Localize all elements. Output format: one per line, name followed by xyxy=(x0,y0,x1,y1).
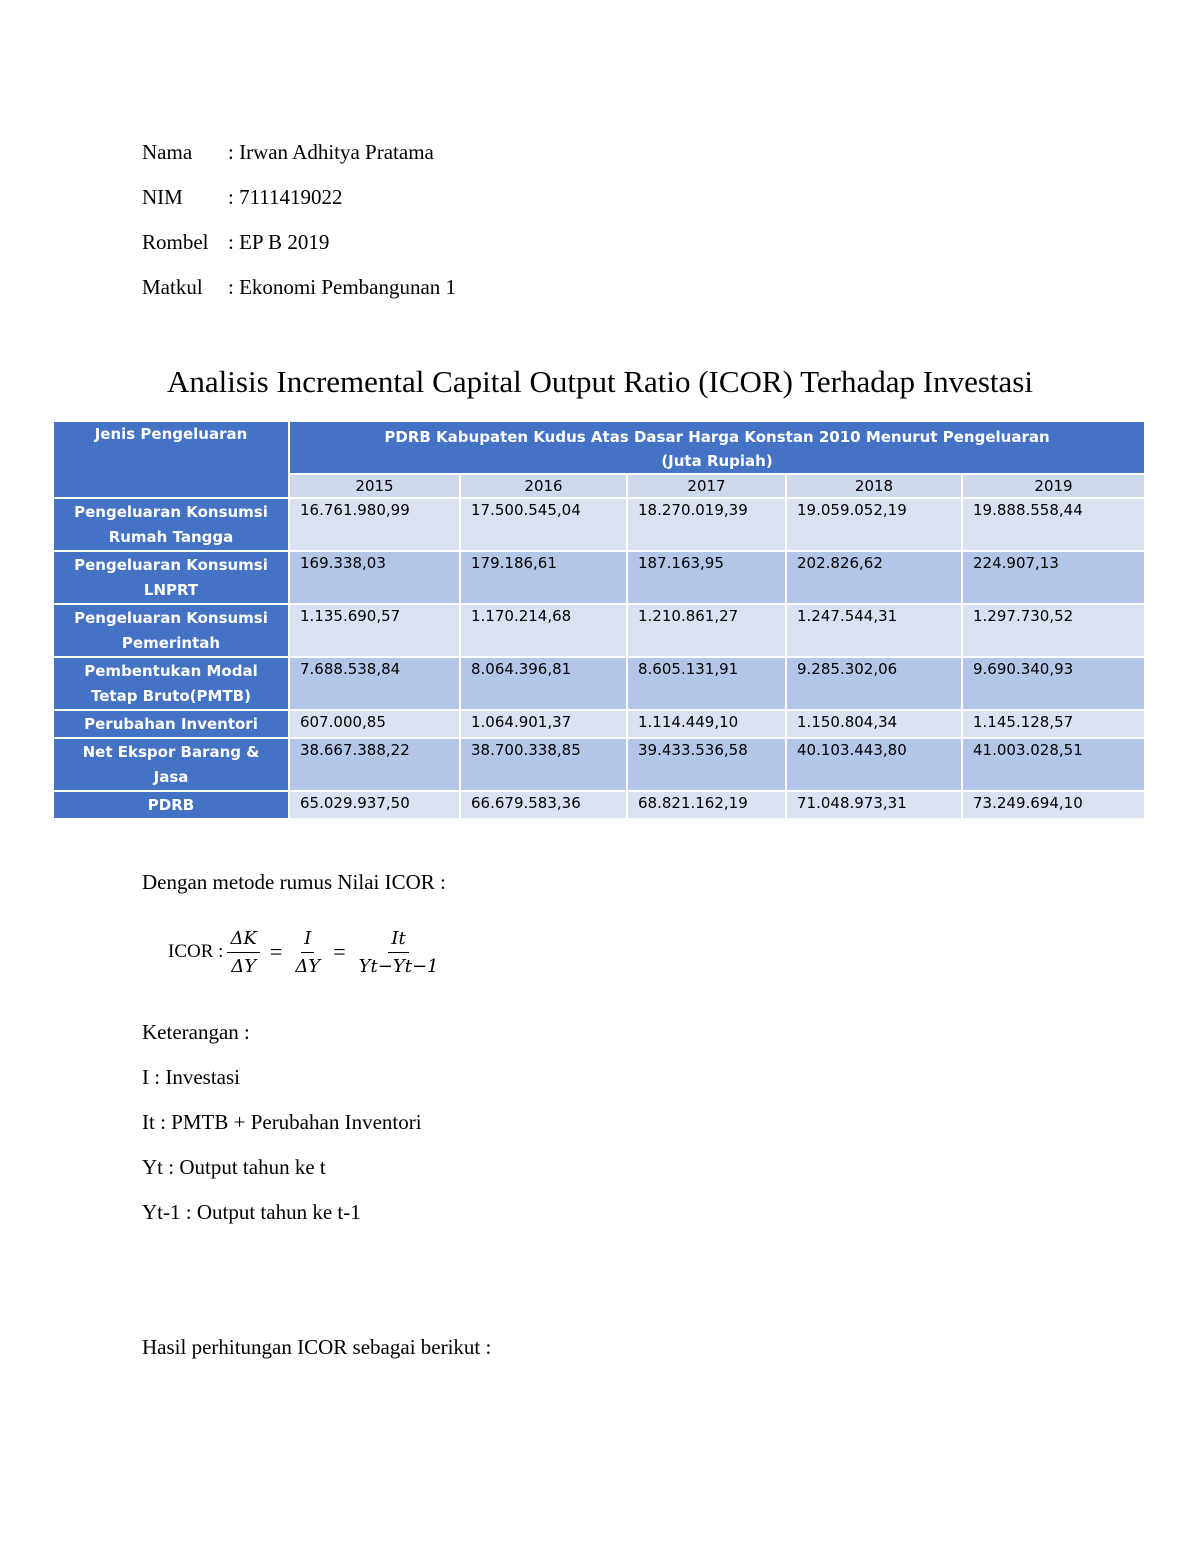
fraction-numerator: I xyxy=(301,928,314,953)
icor-formula xyxy=(168,922,445,982)
table-cell: 73.249.694,10 xyxy=(962,791,1145,819)
table-cell: 1.150.804,34 xyxy=(786,710,962,738)
table-cell: 607.000,85 xyxy=(289,710,460,738)
table-cell: 1.247.544,31 xyxy=(786,604,962,657)
document-title: Analisis Incremental Capital Output Ratio (ICOR) Terhadap Investasi xyxy=(167,364,1033,399)
year-header: 2018 xyxy=(786,474,962,498)
group-header xyxy=(289,421,1145,474)
fraction-denominator: ΔY xyxy=(295,955,321,977)
table-cell: 41.003.028,51 xyxy=(962,738,1145,791)
table-cell: 65.029.937,50 xyxy=(289,791,460,819)
table-cell: 71.048.973,31 xyxy=(786,791,962,819)
notes-heading: Keterangan : xyxy=(142,1020,250,1044)
row-label-line: Pengeluaran Konsumsi xyxy=(74,556,268,574)
fraction-denominator: Yt−Yt−1 xyxy=(358,955,439,977)
table-cell: 8.064.396,81 xyxy=(460,657,627,710)
row-label-line: LNPRT xyxy=(143,581,199,599)
table-cell: 1.210.861,27 xyxy=(627,604,786,657)
row-label-line: Rumah Tangga xyxy=(108,528,234,546)
table-cell: 40.103.443,80 xyxy=(786,738,962,791)
table-cell: 8.605.131,91 xyxy=(627,657,786,710)
table-cell: 68.821.162,19 xyxy=(627,791,786,819)
table-cell: 1.145.128,57 xyxy=(962,710,1145,738)
table-cell: 7.688.538,84 xyxy=(289,657,460,710)
info-label: Matkul xyxy=(142,275,203,299)
table-row xyxy=(53,738,1145,791)
table-cell: 202.826,62 xyxy=(786,551,962,604)
info-value: : EP B 2019 xyxy=(228,230,330,254)
row-label-line: Net Ekspor Barang & xyxy=(82,743,260,761)
group-header-line2: (Juta Rupiah) xyxy=(661,452,773,470)
table-cell: 18.270.019,39 xyxy=(627,498,786,551)
table-cell: 224.907,13 xyxy=(962,551,1145,604)
table-cell: 19.059.052,19 xyxy=(786,498,962,551)
fraction-delta-k-over-delta-y xyxy=(227,928,259,977)
table-cell: 66.679.583,36 xyxy=(460,791,627,819)
info-value: : 7111419022 xyxy=(228,185,343,209)
table-cell: 1.114.449,10 xyxy=(627,710,786,738)
row-label-line: Pembentukan Modal xyxy=(84,662,258,680)
info-label: Rombel xyxy=(142,230,209,254)
table-cell: 19.888.558,44 xyxy=(962,498,1145,551)
row-label xyxy=(53,738,289,791)
row-label xyxy=(53,604,289,657)
row-label xyxy=(53,657,289,710)
fraction-i-over-delta-y xyxy=(292,928,323,977)
student-info xyxy=(142,140,456,320)
result-text: Hasil perhitungan ICOR sebagai berikut : xyxy=(142,1335,492,1359)
table-cell: 187.163,95 xyxy=(627,551,786,604)
table-cell: 169.338,03 xyxy=(289,551,460,604)
table-row xyxy=(53,657,1145,710)
table-cell: 9.285.302,06 xyxy=(786,657,962,710)
note-item: Yt : Output tahun ke t xyxy=(142,1155,326,1179)
row-label xyxy=(53,551,289,604)
info-value: : Irwan Adhitya Pratama xyxy=(228,140,434,164)
row-label xyxy=(53,710,289,738)
notes-section xyxy=(142,1020,422,1245)
row-label-line: PDRB xyxy=(147,796,195,814)
row-label-line: Jasa xyxy=(153,768,189,786)
fraction-numerator: It xyxy=(388,928,408,953)
table-row xyxy=(53,551,1145,604)
table-cell: 17.500.545,04 xyxy=(460,498,627,551)
year-header: 2019 xyxy=(962,474,1145,498)
fraction-denominator: ΔY xyxy=(231,955,257,977)
table-cell: 1.297.730,52 xyxy=(962,604,1145,657)
table-row xyxy=(53,604,1145,657)
table-row xyxy=(53,791,1145,819)
row-label-line: Pengeluaran Konsumsi xyxy=(74,503,268,521)
equals-sign: = xyxy=(333,939,346,964)
group-header-line1: PDRB Kabupaten Kudus Atas Dasar Harga Konstan 2010 Menurut Pengeluaran xyxy=(384,428,1050,446)
table-cell: 39.433.536,58 xyxy=(627,738,786,791)
year-header: 2016 xyxy=(460,474,627,498)
info-row-nim xyxy=(142,185,456,230)
row-label-line: Perubahan Inventori xyxy=(84,715,258,733)
note-item: It : PMTB + Perubahan Inventori xyxy=(142,1110,422,1134)
row-label-line: Pengeluaran Konsumsi xyxy=(74,609,268,627)
note-item: I : Investasi xyxy=(142,1065,240,1089)
year-header: 2017 xyxy=(627,474,786,498)
row-label xyxy=(53,791,289,819)
table-cell: 9.690.340,93 xyxy=(962,657,1145,710)
table-cell: 179.186,61 xyxy=(460,551,627,604)
table-cell: 38.700.338,85 xyxy=(460,738,627,791)
corner-header: Jenis Pengeluaran xyxy=(53,421,289,498)
table-row xyxy=(53,498,1145,551)
pdrb-table xyxy=(52,420,1146,820)
row-label-line: Tetap Bruto(PMTB) xyxy=(91,687,251,705)
info-row-nama xyxy=(142,140,456,185)
info-row-matkul xyxy=(142,275,456,320)
equals-sign: = xyxy=(269,939,283,964)
formula-prefix: ICOR : xyxy=(168,941,224,962)
info-label: Nama xyxy=(142,140,193,164)
fraction-it-over-output-diff xyxy=(356,928,442,977)
fraction-numerator: ΔK xyxy=(227,928,259,953)
info-value: : Ekonomi Pembangunan 1 xyxy=(228,275,457,299)
info-label: NIM xyxy=(142,185,183,209)
table-cell: 1.170.214,68 xyxy=(460,604,627,657)
table-cell: 1.064.901,37 xyxy=(460,710,627,738)
method-text: Dengan metode rumus Nilai ICOR : xyxy=(142,870,446,894)
table-row xyxy=(53,710,1145,738)
table-cell: 1.135.690,57 xyxy=(289,604,460,657)
row-label xyxy=(53,498,289,551)
table-cell: 16.761.980,99 xyxy=(289,498,460,551)
info-row-rombel xyxy=(142,230,456,275)
year-header: 2015 xyxy=(289,474,460,498)
note-item: Yt-1 : Output tahun ke t-1 xyxy=(142,1200,361,1224)
row-label-line: Pemerintah xyxy=(121,634,221,652)
table-cell: 38.667.388,22 xyxy=(289,738,460,791)
